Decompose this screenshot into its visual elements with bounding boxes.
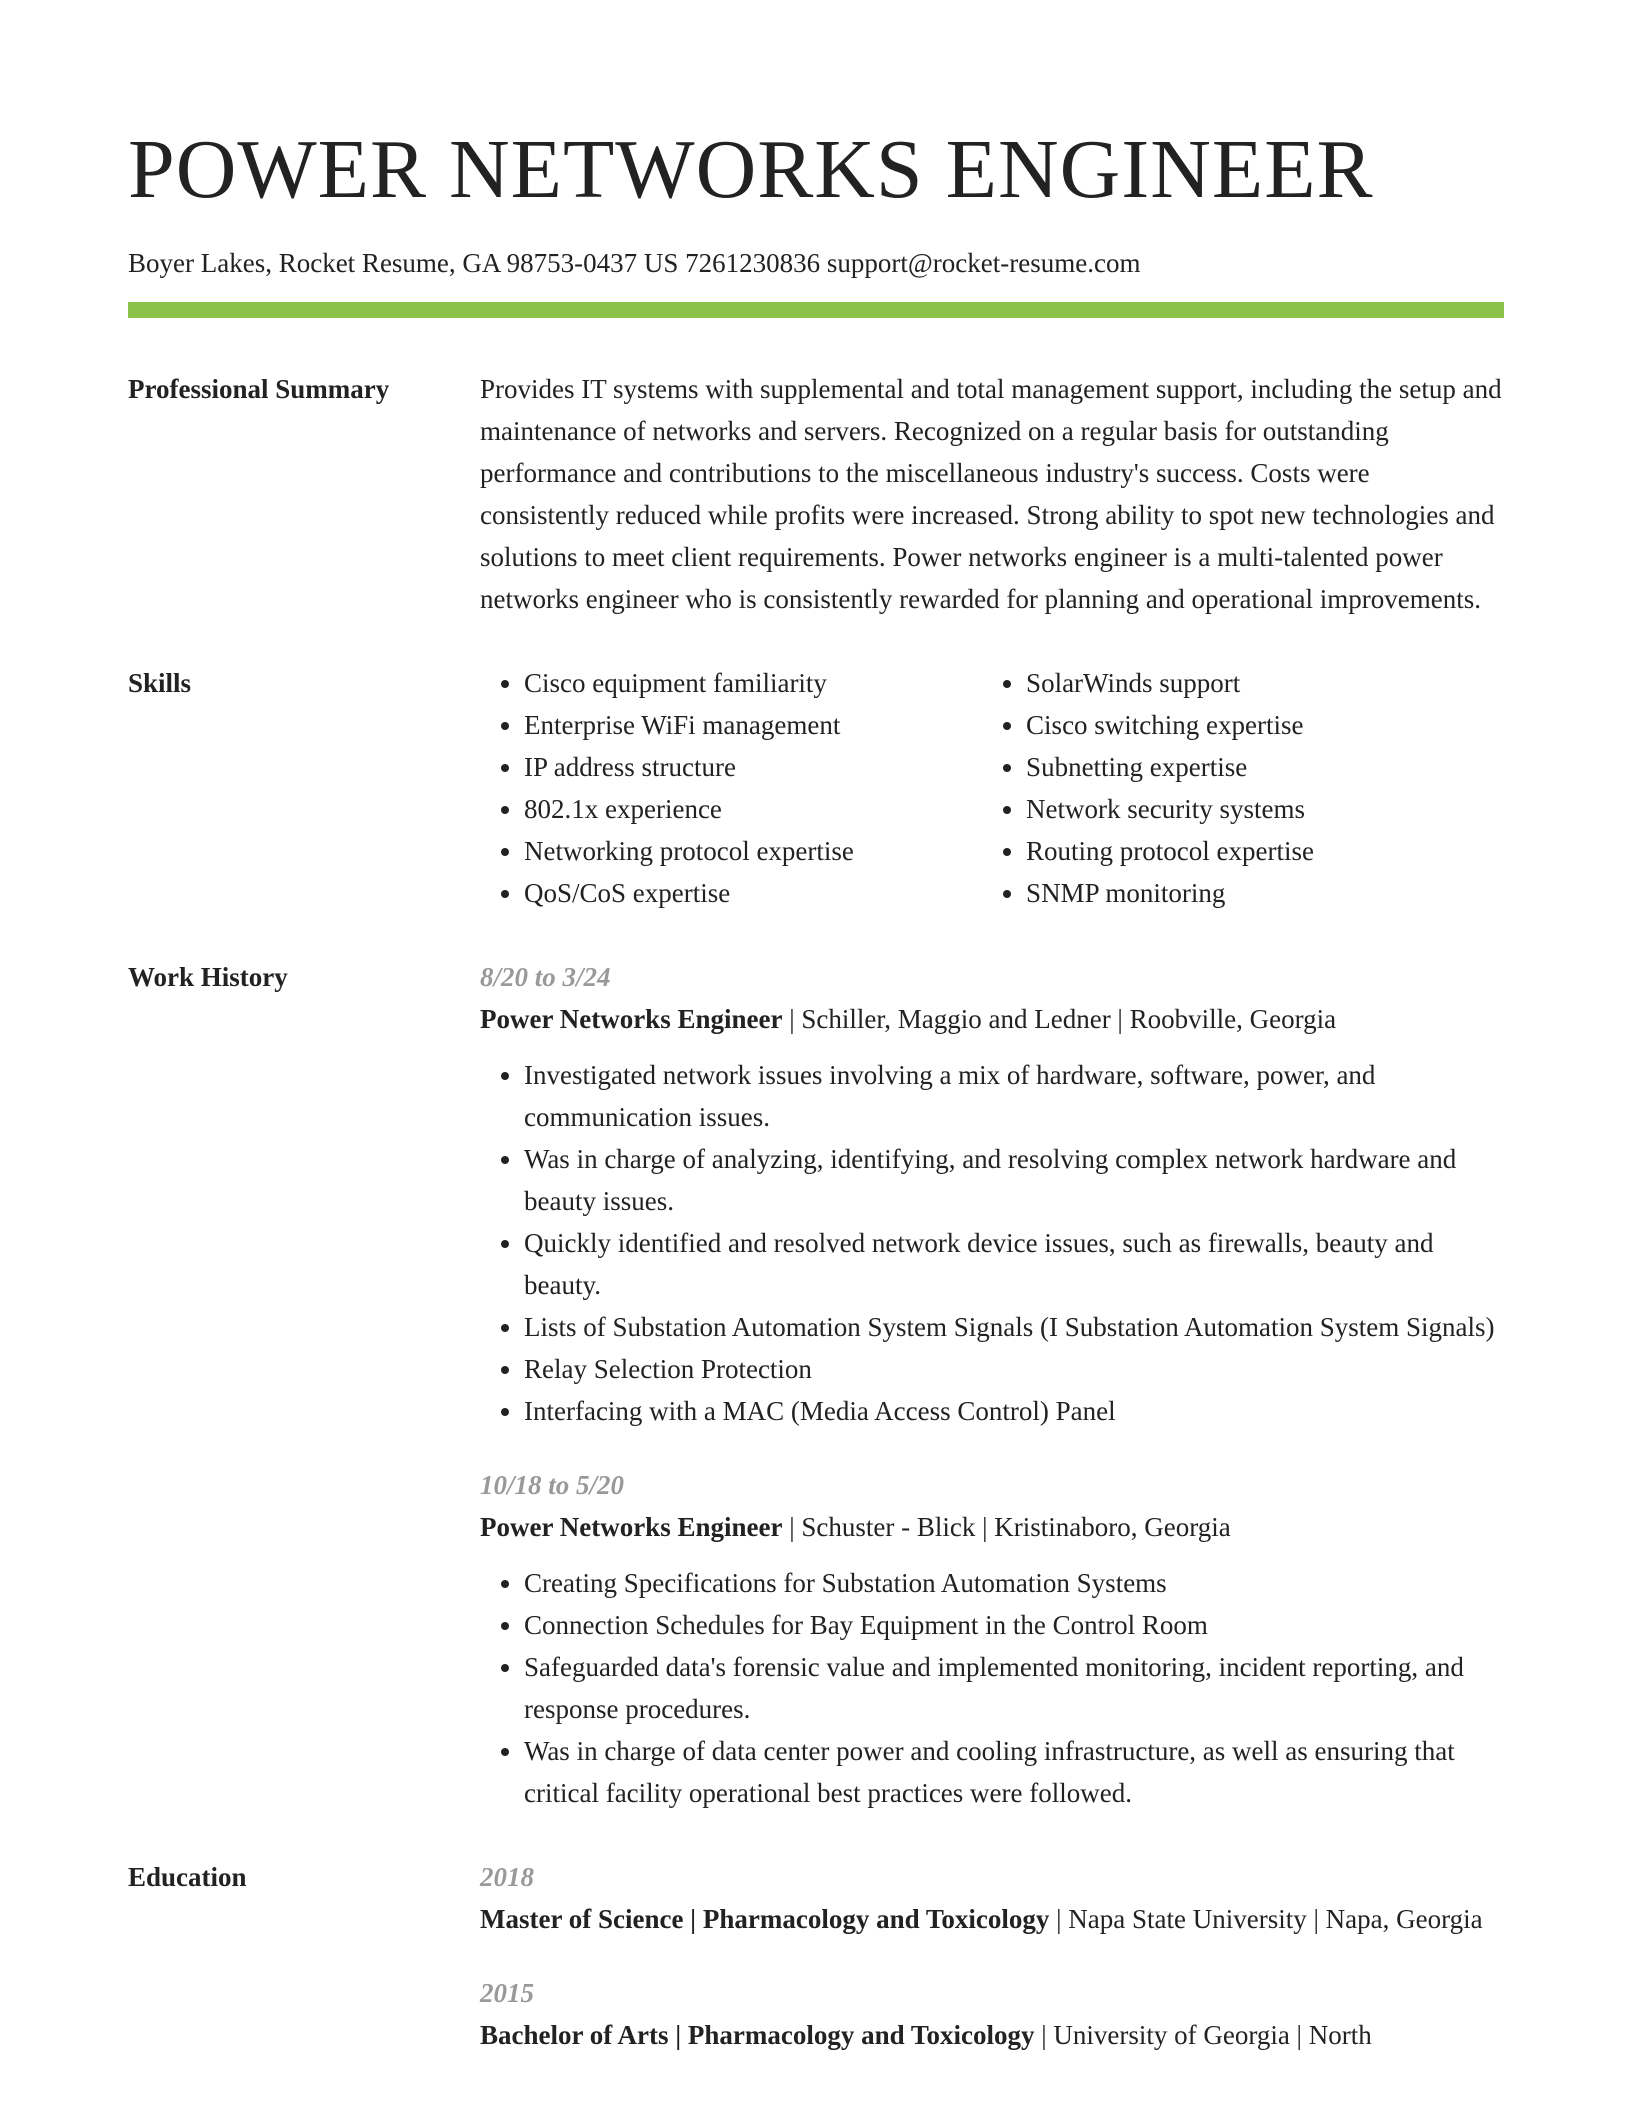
job-title: Power Networks Engineer [480, 1512, 783, 1542]
job-heading [480, 998, 1504, 1040]
job-entry [480, 956, 1504, 1432]
skill-item: • Cisco switching expertise [1026, 704, 1504, 746]
job-bullet: • Lists of Substation Automation System Signals (I Substation Automation System Signals) [524, 1306, 1504, 1348]
section-label-work: Work History [128, 962, 288, 992]
skill-item: • 802.1x experience [524, 788, 982, 830]
resume-title: POWER NETWORKS ENGINEER [128, 123, 1374, 216]
education-details: | Napa State University | Napa, Georgia [1049, 1904, 1483, 1934]
education-degree: Master of Science | Pharmacology and Toxicology [480, 1904, 1050, 1934]
section-label-skills: Skills [128, 668, 192, 698]
skills-list-right [982, 662, 1504, 914]
section-label-summary: Professional Summary [128, 374, 390, 404]
job-bullet: • Was in charge of data center power and cooling infrastructure, as well as ensuring that critical facility operational best practices were followed. [524, 1730, 1504, 1814]
job-dates: 8/20 to 3/24 [480, 962, 611, 992]
job-bullets [480, 1054, 1504, 1432]
education-heading [480, 2014, 1504, 2056]
education-details: | University of Georgia | North [1034, 2020, 1372, 2050]
job-bullet: • Safeguarded data's forensic value and implemented monitoring, incident reporting, and response procedures. [524, 1646, 1504, 1730]
summary-section [128, 368, 1504, 620]
skill-item: • Networking protocol expertise [524, 830, 982, 872]
job-bullet: • Connection Schedules for Bay Equipment in the Control Room [524, 1604, 1504, 1646]
skill-item: • IP address structure [524, 746, 982, 788]
summary-text: Provides IT systems with supplemental and total management support, including the setup and maintenance of networks and servers. Recognized on a regular basis for outstanding performance and contributions to the miscellaneous industry's success. Costs were consistently reduced while profits were increased. Strong ability to spot new technologies and solutions to meet client requirements. Power networks engineer is a multi-talented power networks engineer who is consistently rewarded for planning and operational improvements. [480, 374, 1502, 614]
education-degree: Bachelor of Arts | Pharmacology and Toxicology [480, 2020, 1035, 2050]
skill-item: • Subnetting expertise [1026, 746, 1504, 788]
job-bullet: • Relay Selection Protection [524, 1348, 1504, 1390]
job-bullets [480, 1562, 1504, 1814]
work-history-section [128, 956, 1504, 1814]
section-label-education: Education [128, 1862, 247, 1892]
education-entry [480, 1972, 1504, 2056]
job-bullet: • Quickly identified and resolved network device issues, such as firewalls, beauty and beauty. [524, 1222, 1504, 1306]
skill-item: • Network security systems [1026, 788, 1504, 830]
skill-item: • Enterprise WiFi management [524, 704, 982, 746]
job-entry [480, 1464, 1504, 1814]
education-entry [480, 1856, 1504, 1940]
skill-item: • Cisco equipment familiarity [524, 662, 982, 704]
skill-item: • SolarWinds support [1026, 662, 1504, 704]
skill-item: • Routing protocol expertise [1026, 830, 1504, 872]
job-dates: 10/18 to 5/20 [480, 1470, 625, 1500]
job-bullet: • Interfacing with a MAC (Media Access Control) Panel [524, 1390, 1504, 1432]
education-section [128, 1856, 1504, 2056]
header-divider [128, 302, 1504, 318]
job-details: | Schuster - Blick | Kristinaboro, Georgia [782, 1512, 1231, 1542]
education-year: 2015 [480, 1978, 534, 2008]
job-bullet: • Creating Specifications for Substation Automation Systems [524, 1562, 1504, 1604]
skills-section [128, 662, 1504, 914]
skills-list-left [480, 662, 982, 914]
education-heading [480, 1898, 1504, 1940]
resume-page [128, 0, 1504, 2056]
job-details: | Schiller, Maggio and Ledner | Roobville, Georgia [782, 1004, 1337, 1034]
job-title: Power Networks Engineer [480, 1004, 783, 1034]
education-year: 2018 [480, 1862, 534, 1892]
skill-item: • SNMP monitoring [1026, 872, 1504, 914]
skill-item: • QoS/CoS expertise [524, 872, 982, 914]
job-bullet: • Investigated network issues involving a mix of hardware, software, power, and communication issues. [524, 1054, 1504, 1138]
contact-line: Boyer Lakes, Rocket Resume, GA 98753-0437 US 7261230836 support@rocket-resume.com [128, 248, 1141, 278]
job-heading [480, 1506, 1504, 1548]
job-bullet: • Was in charge of analyzing, identifying, and resolving complex network hardware and beauty issues. [524, 1138, 1504, 1222]
